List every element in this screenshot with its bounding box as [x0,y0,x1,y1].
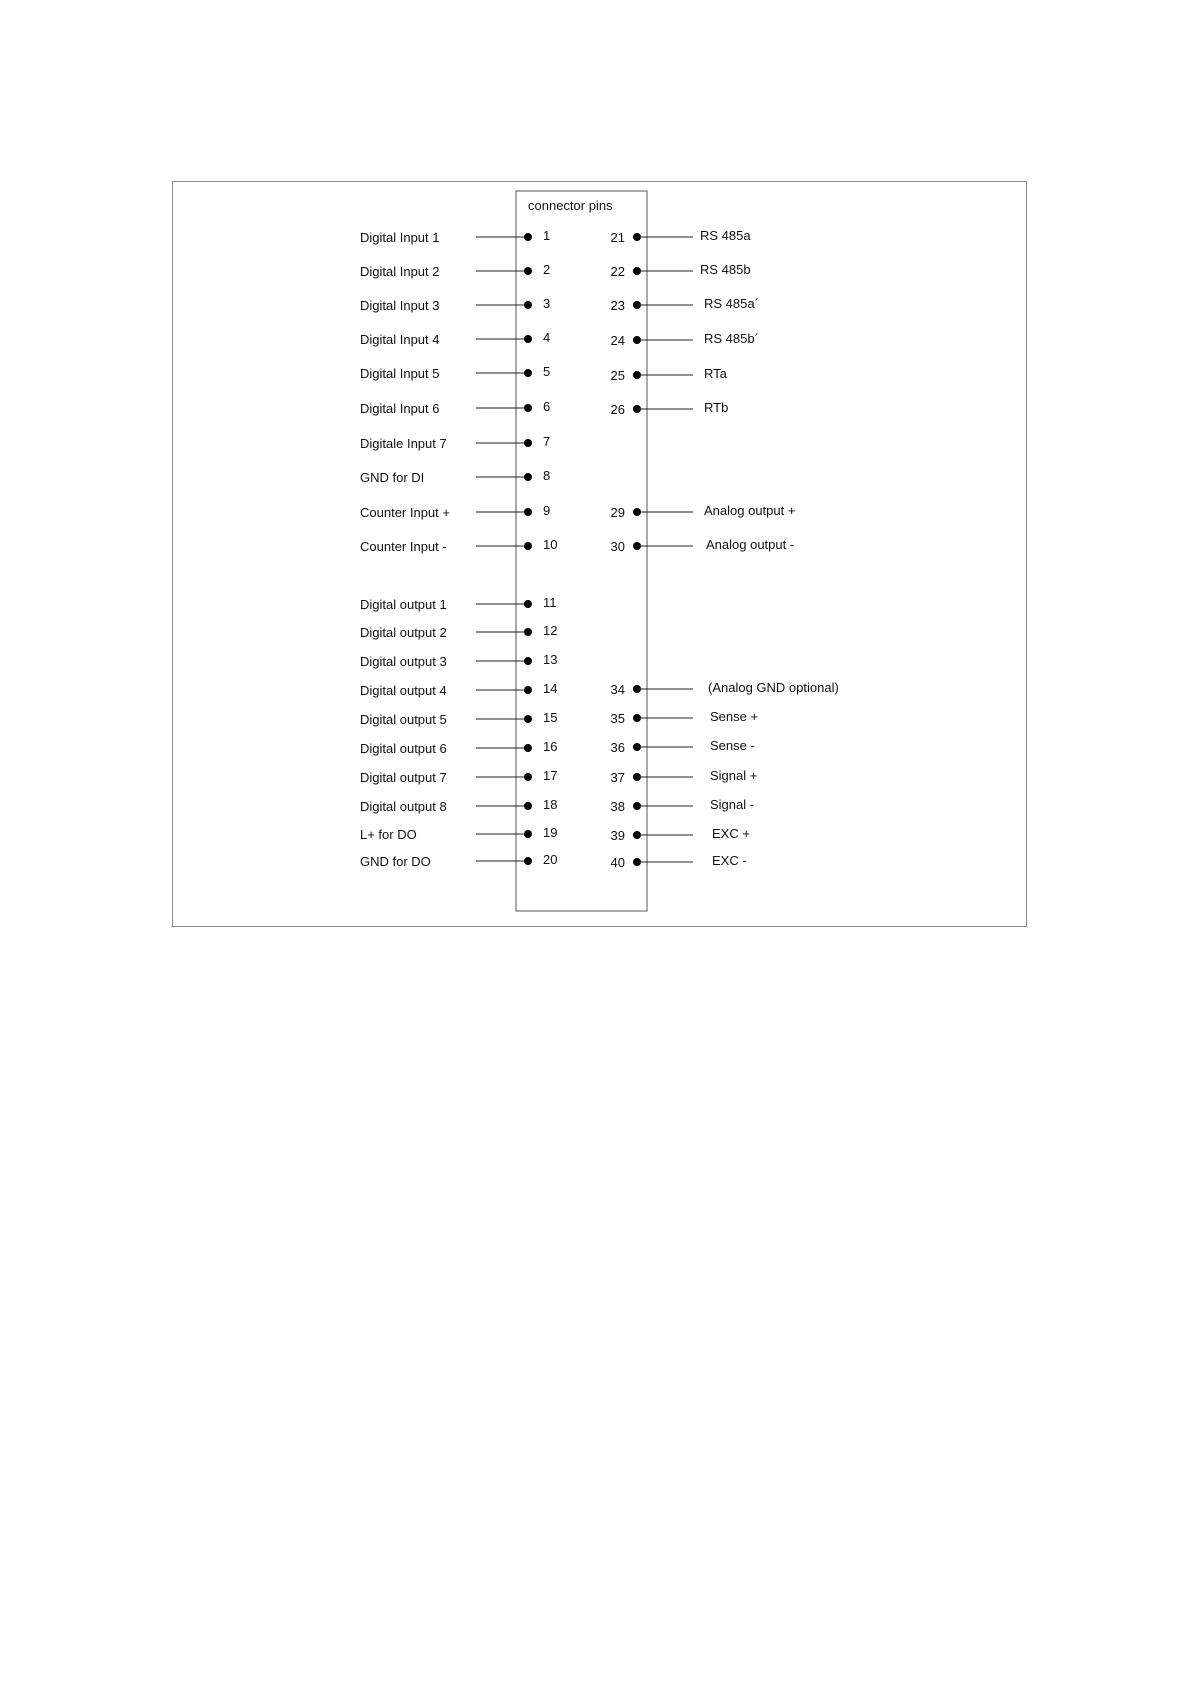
pin-number: 4 [543,330,551,345]
pin-number: 40 [610,855,625,870]
pin-terminal-dot [524,628,532,636]
pin-label: GND for DO [360,854,431,869]
pin-number: 6 [543,399,551,414]
right-pin-group [611,228,839,870]
pin-number: 3 [543,296,551,311]
pin-terminal-dot [524,267,532,275]
pin-terminal-dot [524,857,532,865]
pin-terminal-dot [524,335,532,343]
pin-label: Digital Input 1 [360,230,440,245]
pin-label: Analog output - [706,537,795,552]
pin-number: 23 [610,298,625,313]
pin-terminal-dot [524,773,532,781]
pin-terminal-dot [524,830,532,838]
pin-terminal-dot [524,744,532,752]
pin-label: Signal + [710,768,758,783]
pin-label: Digital Input 4 [360,332,440,347]
pin-terminal-dot [524,802,532,810]
pin-label: (Analog GND optional) [708,680,839,695]
pin-label: EXC - [712,853,747,868]
pin-number: 14 [543,681,558,696]
pin-number: 37 [610,770,625,785]
pin-number: 1 [543,228,551,243]
pin-label: Digital output 5 [360,712,447,727]
pin-label: Sense - [710,738,755,753]
pin-label: Counter Input - [360,539,447,554]
pin-terminal-dot [524,600,532,608]
pin-terminal-dot [524,686,532,694]
pin-label: Digital output 4 [360,683,447,698]
pin-terminal-dot [524,508,532,516]
pin-number: 12 [543,623,558,638]
pin-label: Digital output 6 [360,741,447,756]
pin-label: L+ for DO [360,827,417,842]
pin-number: 16 [543,739,558,754]
pin-terminal-dot [524,369,532,377]
pin-label: Counter Input + [360,505,450,520]
pin-number: 2 [543,262,551,277]
pin-label: Digitale Input 7 [360,436,447,451]
left-pin-group [360,228,557,869]
pin-terminal-dot [524,404,532,412]
pin-number: 20 [543,852,558,867]
pin-number: 35 [610,711,625,726]
pin-number: 21 [610,230,625,245]
pin-number: 10 [543,537,558,552]
pin-number: 25 [610,368,625,383]
pin-number: 19 [543,825,558,840]
pin-number: 9 [543,503,551,518]
pin-label: Digital Input 3 [360,298,440,313]
pin-label: RS 485b´ [704,331,759,346]
pin-label: EXC + [712,826,750,841]
pin-label: Digital Input 5 [360,366,440,381]
pin-number: 29 [610,505,625,520]
pin-terminal-dot [524,439,532,447]
pin-label: Signal - [710,797,755,812]
pin-label: Analog output + [704,503,796,518]
pin-number: 13 [543,652,558,667]
pin-label: RS 485b [700,262,751,277]
pin-number: 34 [610,682,625,697]
pin-number: 38 [610,799,625,814]
pin-terminal-dot [524,715,532,723]
pin-label: Digital output 2 [360,625,447,640]
pin-number: 7 [543,434,551,449]
pin-label: Digital Input 6 [360,401,440,416]
pin-number: 8 [543,468,551,483]
pin-number: 17 [543,768,558,783]
pin-number: 24 [610,333,625,348]
connector-title: connector pins [528,198,613,213]
pin-label: Digital output 1 [360,597,447,612]
pin-number: 11 [543,595,557,610]
pin-label: Digital output 3 [360,654,447,669]
pin-label: Sense + [710,709,759,724]
pin-number: 15 [543,710,558,725]
pin-terminal-dot [524,473,532,481]
pin-number: 22 [610,264,625,279]
pin-number: 26 [610,402,625,417]
pin-terminal-dot [524,233,532,241]
connector-body [516,191,647,911]
pin-label: RTb [704,400,729,415]
pin-label: RS 485a´ [704,296,759,311]
pin-number: 18 [543,797,558,812]
pin-terminal-dot [524,542,532,550]
pin-label: Digital output 7 [360,770,447,785]
pin-label: Digital Input 2 [360,264,440,279]
pin-number: 36 [610,740,625,755]
pin-terminal-dot [524,657,532,665]
pin-label: Digital output 8 [360,799,447,814]
pin-label: RTa [704,366,727,381]
pin-number: 5 [543,364,551,379]
pin-number: 30 [610,539,625,554]
pin-terminal-dot [524,301,532,309]
pin-number: 39 [610,828,625,843]
pin-label: RS 485a [700,228,751,243]
pin-label: GND for DI [360,470,425,485]
